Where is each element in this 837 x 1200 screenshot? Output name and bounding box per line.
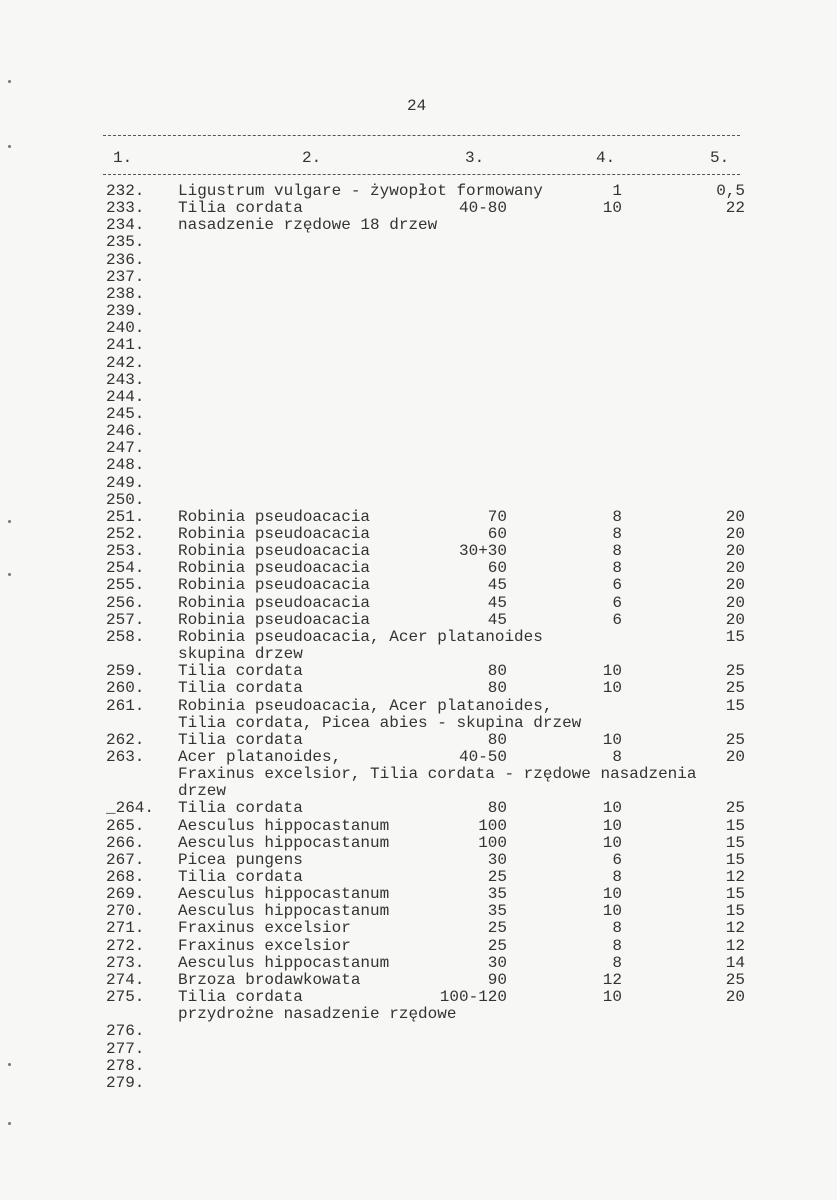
row-number: 232. — [106, 182, 145, 200]
crown-value: 25 — [725, 971, 745, 989]
row-number: 253. — [106, 542, 145, 560]
species-name: Fraxinus excelsior, Tilia cordata - rzędowe nasadzenia — [178, 765, 697, 783]
row-number: 235. — [106, 233, 145, 251]
row-number: 252. — [106, 525, 145, 543]
crown-value: 15 — [725, 885, 745, 903]
scan-speck — [8, 1122, 11, 1125]
species-name: Robinia pseudoacacia — [178, 542, 371, 560]
row-number: 258. — [106, 628, 145, 646]
species-name: Picea pungens — [178, 851, 303, 869]
crown-value: 20 — [725, 559, 745, 577]
row-number: 247. — [106, 439, 145, 457]
row-number: 261. — [106, 697, 145, 715]
row-number: 272. — [106, 937, 145, 955]
species-name: Robinia pseudoacacia — [178, 576, 371, 594]
height-value: 8 — [612, 868, 622, 886]
crown-value: 20 — [725, 988, 745, 1006]
row-number: 239. — [106, 302, 145, 320]
species-name: Robinia pseudoacacia, Acer platanoides, — [178, 697, 553, 715]
scan-speck — [8, 520, 11, 523]
row-number: 238. — [106, 285, 145, 303]
crown-value: 12 — [725, 937, 745, 955]
diameter-value: 25 — [487, 919, 507, 937]
crown-value: 20 — [725, 611, 745, 629]
height-value: 10 — [602, 817, 622, 835]
species-name: Fraxinus excelsior — [178, 919, 351, 937]
species-name: Aesculus hippocastanum — [178, 902, 390, 920]
row-number: 256. — [106, 594, 145, 612]
row-number: 277. — [106, 1040, 145, 1058]
crown-value: 15 — [725, 817, 745, 835]
diameter-value: 70 — [487, 508, 507, 526]
diameter-value: 100 — [478, 834, 507, 852]
diameter-value: 45 — [487, 594, 507, 612]
species-name: Tilia cordata — [178, 199, 303, 217]
row-number: 245. — [106, 405, 145, 423]
crown-value: 12 — [725, 919, 745, 937]
species-name: Aesculus hippocastanum — [178, 834, 390, 852]
row-number: 262. — [106, 731, 145, 749]
species-name: Robinia pseudoacacia — [178, 611, 371, 629]
row-number: 278. — [106, 1057, 145, 1075]
crown-value: 15 — [725, 834, 745, 852]
species-name: Brzoza brodawkowata — [178, 971, 361, 989]
height-value: 8 — [612, 542, 622, 560]
header-rule-bottom — [103, 174, 740, 175]
row-number: 241. — [106, 336, 145, 354]
row-number: 257. — [106, 611, 145, 629]
diameter-value: 35 — [487, 885, 507, 903]
diameter-value: 80 — [487, 679, 507, 697]
diameter-value: 100 — [478, 817, 507, 835]
crown-value: 15 — [725, 851, 745, 869]
row-number: 240. — [106, 319, 145, 337]
species-name: przydrożne nasadzenie rzędowe — [178, 1005, 457, 1023]
species-name: Tilia cordata — [178, 731, 303, 749]
page-number: 24 — [407, 97, 427, 115]
scan-speck — [8, 573, 11, 576]
diameter-value: 40-50 — [458, 748, 507, 766]
row-number: 249. — [106, 474, 145, 492]
row-number: 268. — [106, 868, 145, 886]
diameter-value: 80 — [487, 662, 507, 680]
species-name: Robinia pseudoacacia — [178, 594, 371, 612]
crown-value: 20 — [725, 748, 745, 766]
height-value: 12 — [602, 971, 622, 989]
crown-value: 15 — [725, 628, 745, 646]
diameter-value: 100-120 — [439, 988, 507, 1006]
height-value: 8 — [612, 559, 622, 577]
species-name: Aesculus hippocastanum — [178, 954, 390, 972]
diameter-value: 35 — [487, 902, 507, 920]
species-name: Aesculus hippocastanum — [178, 817, 390, 835]
row-number: 251. — [106, 508, 145, 526]
row-number: 248. — [106, 456, 145, 474]
diameter-value: 25 — [487, 937, 507, 955]
scan-speck — [8, 1063, 11, 1066]
row-number: 237. — [106, 268, 145, 286]
diameter-value: 25 — [487, 868, 507, 886]
species-name: Tilia cordata — [178, 679, 303, 697]
diameter-value: 45 — [487, 576, 507, 594]
row-number: 243. — [106, 371, 145, 389]
height-value: 6 — [612, 851, 622, 869]
header-rule-top — [103, 135, 740, 136]
height-value: 10 — [602, 679, 622, 697]
species-name: Tilia cordata — [178, 868, 303, 886]
row-number: 234. — [106, 216, 145, 234]
height-value: 10 — [602, 662, 622, 680]
crown-value: 22 — [725, 199, 745, 217]
header-col-3: 3. — [465, 149, 485, 167]
diameter-value: 30 — [487, 954, 507, 972]
species-name: Aesculus hippocastanum — [178, 885, 390, 903]
row-number: _264. — [106, 799, 155, 817]
crown-value: 0,5 — [716, 182, 745, 200]
height-value: 10 — [602, 199, 622, 217]
row-number: 244. — [106, 388, 145, 406]
row-number: 266. — [106, 834, 145, 852]
crown-value: 20 — [725, 594, 745, 612]
diameter-value: 45 — [487, 611, 507, 629]
height-value: 8 — [612, 508, 622, 526]
height-value: 10 — [602, 834, 622, 852]
crown-value: 15 — [725, 697, 745, 715]
header-col-4: 4. — [596, 149, 616, 167]
row-number: 255. — [106, 576, 145, 594]
species-name: Robinia pseudoacacia — [178, 559, 371, 577]
row-number: 265. — [106, 817, 145, 835]
row-number: 260. — [106, 679, 145, 697]
row-number: 254. — [106, 559, 145, 577]
height-value: 8 — [612, 954, 622, 972]
height-value: 8 — [612, 919, 622, 937]
header-col-1: 1. — [113, 149, 133, 167]
header-col-5: 5. — [710, 149, 730, 167]
diameter-value: 30+30 — [458, 542, 507, 560]
diameter-value: 60 — [487, 525, 507, 543]
height-value: 6 — [612, 594, 622, 612]
height-value: 10 — [602, 902, 622, 920]
crown-value: 25 — [725, 731, 745, 749]
crown-value: 15 — [725, 902, 745, 920]
species-name: skupina drzew — [178, 645, 303, 663]
row-number: 259. — [106, 662, 145, 680]
height-value: 10 — [602, 988, 622, 1006]
height-value: 10 — [602, 731, 622, 749]
row-number: 276. — [106, 1022, 145, 1040]
crown-value: 20 — [725, 525, 745, 543]
species-name: Tilia cordata, Picea abies - skupina drzew — [178, 714, 582, 732]
species-name: Tilia cordata — [178, 662, 303, 680]
species-name: Robinia pseudoacacia — [178, 508, 371, 526]
row-number: 267. — [106, 851, 145, 869]
species-name: Acer platanoides, — [178, 748, 342, 766]
diameter-value: 80 — [487, 799, 507, 817]
row-number: 270. — [106, 902, 145, 920]
header-col-2: 2. — [302, 149, 322, 167]
height-value: 8 — [612, 748, 622, 766]
height-value: 8 — [612, 525, 622, 543]
species-name: Ligustrum vulgare - żywopłot formowany — [178, 182, 543, 200]
diameter-value: 40-80 — [458, 199, 507, 217]
height-value: 1 — [612, 182, 622, 200]
crown-value: 20 — [725, 542, 745, 560]
height-value: 10 — [602, 885, 622, 903]
row-number: 271. — [106, 919, 145, 937]
crown-value: 12 — [725, 868, 745, 886]
species-name: Tilia cordata — [178, 799, 303, 817]
crown-value: 25 — [725, 662, 745, 680]
row-number: 269. — [106, 885, 145, 903]
row-number: 246. — [106, 422, 145, 440]
diameter-value: 90 — [487, 971, 507, 989]
species-name: Robinia pseudoacacia — [178, 525, 371, 543]
height-value: 8 — [612, 937, 622, 955]
species-name: Fraxinus excelsior — [178, 937, 351, 955]
height-value: 6 — [612, 611, 622, 629]
species-name: Robinia pseudoacacia, Acer platanoides — [178, 628, 543, 646]
species-name: nasadzenie rzędowe 18 drzew — [178, 216, 438, 234]
diameter-value: 80 — [487, 731, 507, 749]
row-number: 274. — [106, 971, 145, 989]
row-number: 236. — [106, 251, 145, 269]
row-number: 279. — [106, 1074, 145, 1092]
species-name: Tilia cordata — [178, 988, 303, 1006]
crown-value: 25 — [725, 799, 745, 817]
row-number: 263. — [106, 748, 145, 766]
scan-speck — [8, 145, 11, 148]
row-number: 250. — [106, 491, 145, 509]
height-value: 10 — [602, 799, 622, 817]
species-name: drzew — [178, 782, 227, 800]
diameter-value: 60 — [487, 559, 507, 577]
crown-value: 25 — [725, 679, 745, 697]
height-value: 6 — [612, 576, 622, 594]
crown-value: 20 — [725, 508, 745, 526]
row-number: 273. — [106, 954, 145, 972]
crown-value: 20 — [725, 576, 745, 594]
row-number: 275. — [106, 988, 145, 1006]
row-number: 242. — [106, 354, 145, 372]
scan-speck — [8, 80, 11, 83]
crown-value: 14 — [725, 954, 745, 972]
diameter-value: 30 — [487, 851, 507, 869]
row-number: 233. — [106, 199, 145, 217]
